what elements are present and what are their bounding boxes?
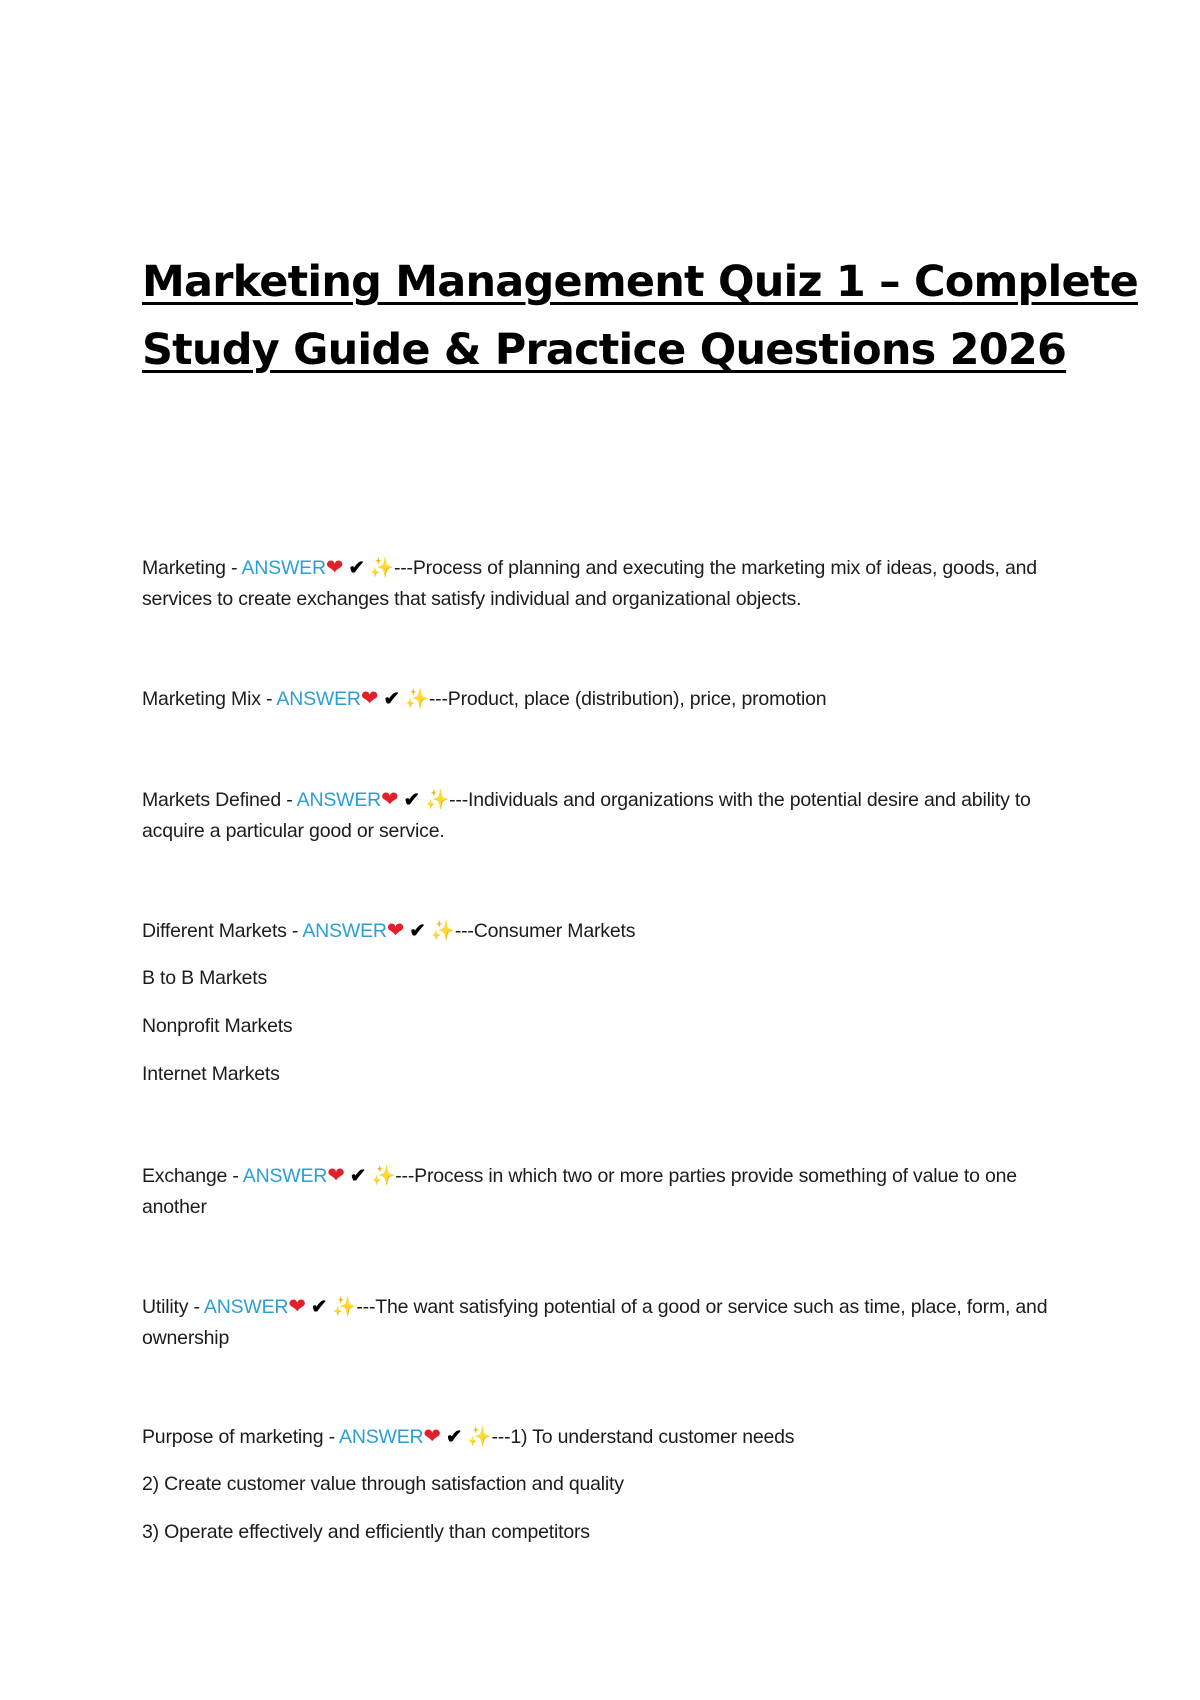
entry-separator: -: [188, 1296, 204, 1318]
entry-definition: The want satisfying potential of a good or service such as time, place, form, and ownership: [142, 1296, 1048, 1349]
heart-icon: ❤: [325, 556, 344, 579]
heart-icon: ❤: [288, 1295, 306, 1318]
check-icon: ✔: [349, 1165, 366, 1187]
list-item: Nonprofit Markets: [142, 1015, 293, 1037]
entry-purpose-of-marketing: [142, 1421, 1072, 1548]
entry-term: Marketing: [142, 557, 226, 579]
entry-definition: Individuals and organizations with the potential desire and ability to acquire a particular good or service.: [142, 789, 1031, 842]
title-line-1: Marketing Management Quiz 1 – Complete: [142, 257, 1138, 307]
entry-text: [142, 1421, 1072, 1548]
answer-suffix: ---: [428, 688, 448, 710]
answer-suffix: ---: [393, 557, 413, 579]
answer-label: ANSWER: [241, 557, 326, 579]
answer-label: ANSWER: [203, 1296, 289, 1318]
title-line-2: Study Guide & Practice Questions 2026: [142, 325, 1067, 375]
sparkle-icon: ✨: [430, 920, 455, 942]
list-item: 2) Create customer value through satisfaction and quality: [142, 1473, 624, 1495]
entry-marketing-mix: [142, 683, 1072, 715]
entry-separator: -: [323, 1426, 340, 1448]
answer-suffix: ---: [449, 789, 468, 811]
entry-text: [142, 552, 1072, 615]
answer-suffix: ---: [356, 1296, 376, 1318]
sparkle-icon: ✨: [404, 688, 429, 710]
heart-icon: ❤: [381, 788, 399, 811]
answer-suffix: ---: [491, 1426, 511, 1448]
entry-separator: -: [225, 557, 242, 579]
answer-label: ANSWER: [242, 1165, 328, 1187]
list-item: Internet Markets: [142, 1063, 280, 1085]
entry-definition: Product, place (distribution), price, promotion: [447, 688, 827, 710]
sparkle-icon: ✨: [332, 1296, 357, 1318]
answer-suffix: ---: [454, 920, 474, 942]
check-icon: ✔: [348, 557, 365, 579]
entry-text: [142, 1291, 1072, 1354]
sparkle-icon: ✨: [425, 789, 450, 811]
entry-term: Utility: [142, 1296, 189, 1318]
check-icon: ✔: [310, 1296, 328, 1318]
entry-term: Markets Defined: [142, 789, 281, 811]
entry-term: Exchange: [142, 1165, 228, 1187]
heart-icon: ❤: [423, 1425, 441, 1448]
answer-label: ANSWER: [296, 789, 382, 811]
entry-separator: -: [286, 920, 303, 942]
entry-text: [142, 784, 1072, 847]
entry-markets-defined: [142, 784, 1072, 847]
answer-suffix: ---: [395, 1165, 415, 1187]
sparkle-icon: ✨: [371, 1165, 396, 1187]
heart-icon: ❤: [386, 919, 405, 942]
list-item: 3) Operate effectively and efficiently than competitors: [142, 1521, 590, 1543]
heart-icon: ❤: [327, 1164, 345, 1187]
check-icon: ✔: [403, 789, 420, 811]
entry-definition: 1) To understand customer needs: [510, 1426, 795, 1448]
check-icon: ✔: [409, 920, 426, 942]
entry-term: Marketing Mix: [142, 688, 261, 710]
entry-definition: Consumer Markets: [473, 920, 636, 942]
sparkle-icon: ✨: [467, 1426, 492, 1448]
answer-label: ANSWER: [339, 1426, 424, 1448]
sparkle-icon: ✨: [369, 557, 394, 579]
entry-separator: -: [227, 1165, 243, 1187]
list-item: B to B Markets: [142, 967, 268, 989]
entry-term: Different Markets: [142, 920, 287, 942]
entry-text: [142, 1160, 1072, 1223]
entry-definition: Process of planning and executing the marketing mix of ideas, goods, and services to create exchanges that satisfy individual and organizational objects.: [142, 557, 1037, 610]
entry-term: Purpose of marketing: [142, 1426, 324, 1448]
entry-separator: -: [280, 789, 297, 811]
heart-icon: ❤: [360, 687, 379, 710]
entry-text: [142, 683, 1072, 715]
entry-different-markets: [142, 915, 1072, 1090]
entry-marketing: [142, 552, 1072, 615]
entry-text: [142, 915, 1072, 1090]
entry-separator: -: [260, 688, 277, 710]
check-icon: ✔: [446, 1426, 463, 1448]
check-icon: ✔: [383, 688, 400, 710]
document-title: [142, 248, 1138, 384]
answer-label: ANSWER: [302, 920, 387, 942]
answer-label: ANSWER: [276, 688, 361, 710]
entry-definition: Process in which two or more parties provide something of value to one another: [142, 1165, 1017, 1218]
entry-utility: [142, 1291, 1072, 1354]
entry-exchange: [142, 1160, 1072, 1223]
